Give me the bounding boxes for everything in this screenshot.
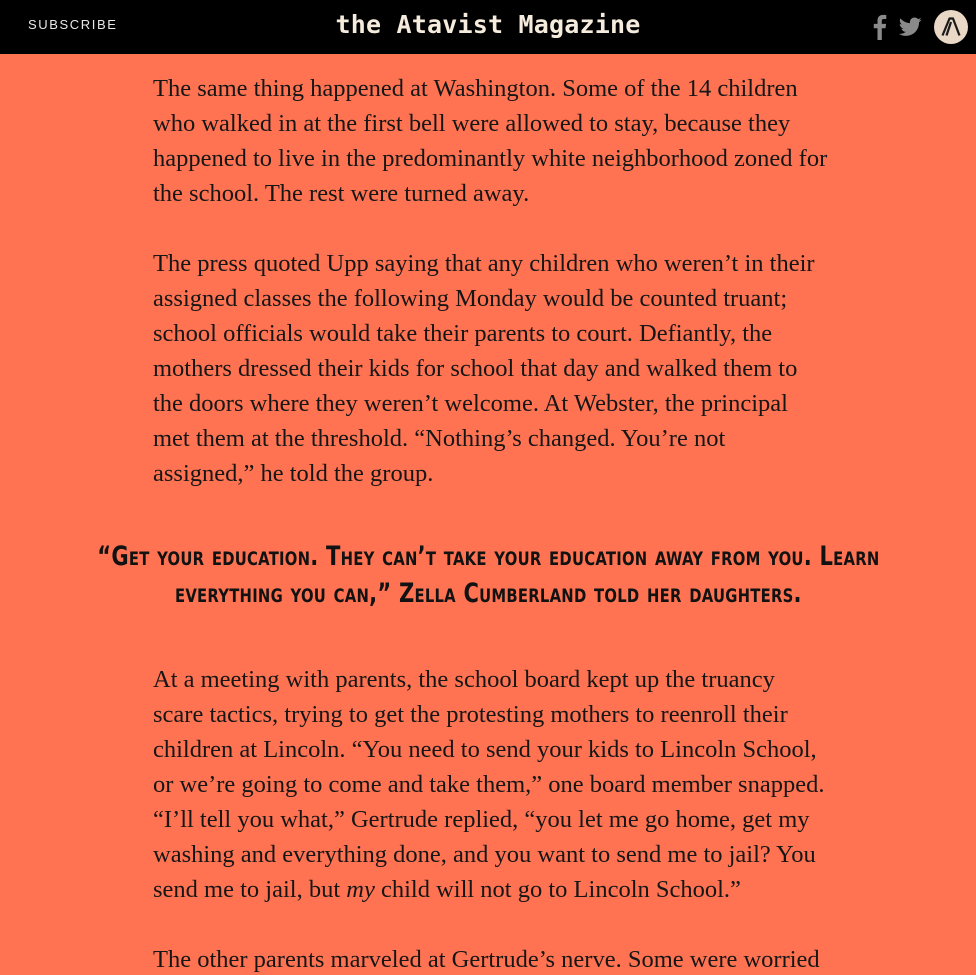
paragraph-text: At a meeting with parents, the school board kept up the truancy scare tactics, trying to get the protesting mothers to reenroll their children at Lincoln. “You need to send your kids to Lincoln School, or we’re going to come and take them,” one board member snapped. “I’ll tell you what,” Gertrude replied, “you let me go home, get my washing and everything done, and you want to send me to jail? You send me to jail, but	[153, 666, 825, 903]
atavist-logo-icon[interactable]	[934, 10, 968, 44]
pull-quote-text: “Get your education. They can’t take your education away from you. Learn everything you can,” Zella Cumberland told her daughters.	[97, 541, 880, 609]
subscribe-link[interactable]: SUBSCRIBE	[28, 17, 118, 32]
top-navigation-bar	[0, 0, 976, 54]
pull-quote	[97, 538, 880, 612]
brand-header	[0, 10, 976, 39]
site-title-link[interactable]: the Atavist Magazine	[335, 10, 641, 39]
twitter-icon[interactable]	[899, 17, 922, 37]
article-paragraph: The same thing happened at Washington. Some of the 14 children who walked in at the first bell were allowed to stay, because they happened to live in the predominantly white neighborhood zoned for the school. The rest were turned away.	[153, 75, 828, 207]
paragraph-text: child will not go to Lincoln School.”	[374, 876, 741, 903]
emphasis-text: my	[346, 876, 375, 903]
article-paragraph: The other parents marveled at Gertrude’s nerve. Some were worried	[153, 946, 820, 973]
article-paragraph	[153, 662, 828, 907]
article-paragraph: The press quoted Upp saying that any children who weren’t in their assigned classes the following Monday would be counted truant; school officials would take their parents to court. Defiantly, the mothers dressed their kids for school that day and walked them to the doors where they weren’t welcome. At Webster, the principal met them at the threshold. “Nothing’s changed. You’re not assigned,” he told the group.	[153, 250, 815, 487]
facebook-icon[interactable]	[870, 14, 888, 40]
